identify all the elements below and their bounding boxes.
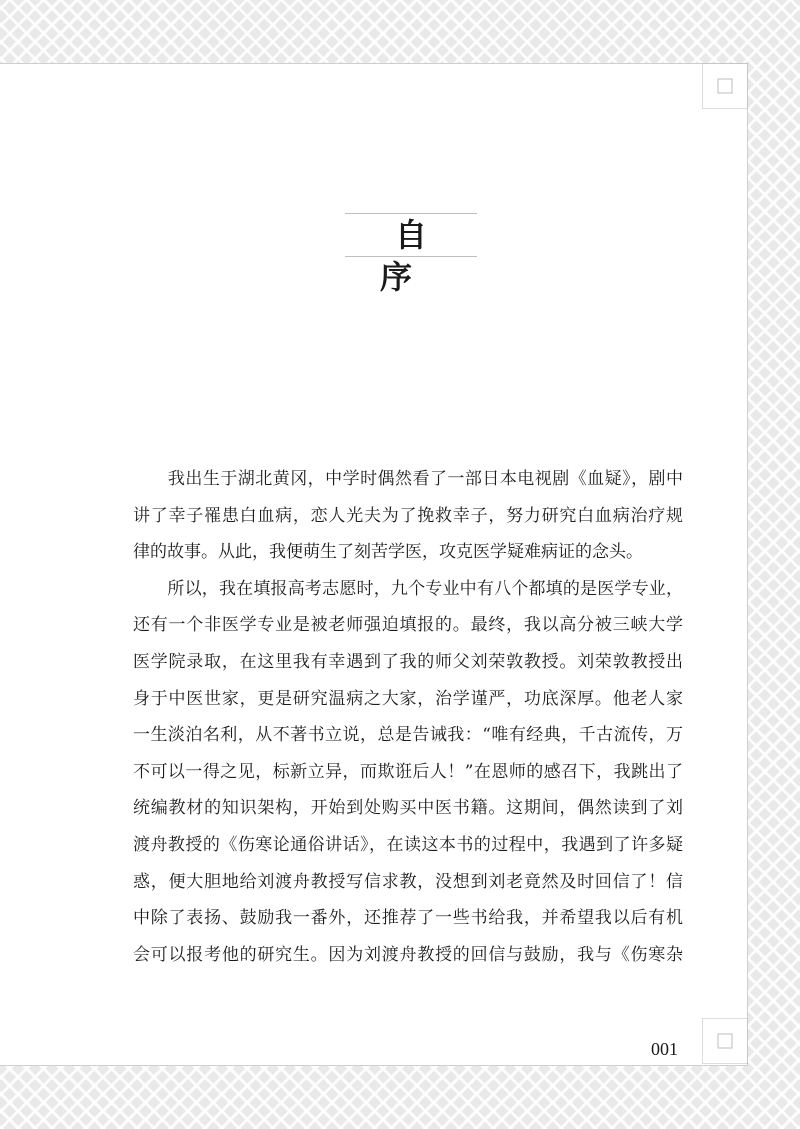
page-number: 001 [651,1039,678,1059]
text-line: 医学院录取，在这里我有幸遇到了我的师父刘荣敦教授。刘荣敦教授出 [133,651,683,672]
text-line: 一生淡泊名利，从不著书立说，总是告诫我：“唯有经典，千古流传，万 [133,725,683,746]
text-line: 统编教材的知识架构，开始到处购买中医书籍。这期间，偶然读到了刘 [133,798,683,819]
body-text [133,461,683,973]
text-line: 会可以报考他的研究生。因为刘渡舟教授的回信与鼓励，我与《伤寒杂 [133,944,683,965]
corner-ornament-bottom-right [702,1018,748,1064]
text-line: 惑，便大胆地给刘渡舟教授写信求教，没想到刘老竟然及时回信了！信 [133,871,683,892]
text-line: 渡舟教授的《伤寒论通俗讲话》，在读这本书的过程中，我遇到了许多疑 [133,834,683,855]
text-line: 律的故事。从此，我便萌生了刻苦学医，攻克医学疑难病证的念头。 [133,542,643,563]
text-line: 讲了幸子罹患白血病，恋人光夫为了挽救幸子，努力研究白血病治疗规 [133,505,683,526]
text-line: 中除了表扬、鼓励我一番外，还推荐了一些书给我，并希望我以后有机 [133,908,683,929]
chapter-title-frame [345,213,477,296]
text-line: 不可以一得之见，标新立异，而欺诳后人！”在恩师的感召下，我跳出了 [133,761,683,782]
text-line: 我出生于湖北黄冈，中学时偶然看了一部日本电视剧《血疑》，剧中 [133,469,683,489]
text-line: 身于中医世家，更是研究温病之大家，治学谨严，功底深厚。他老人家 [133,688,683,709]
chapter-title: 自 序 [379,216,457,296]
text-line: 还有一个非医学专业是被老师强迫填报的。最终，我以高分被三峡大学 [133,615,683,636]
corner-ornament-top-right [702,63,748,109]
text-line: 所以，我在填报高考志愿时，九个专业中有八个都填的是医学专业， [133,578,683,599]
